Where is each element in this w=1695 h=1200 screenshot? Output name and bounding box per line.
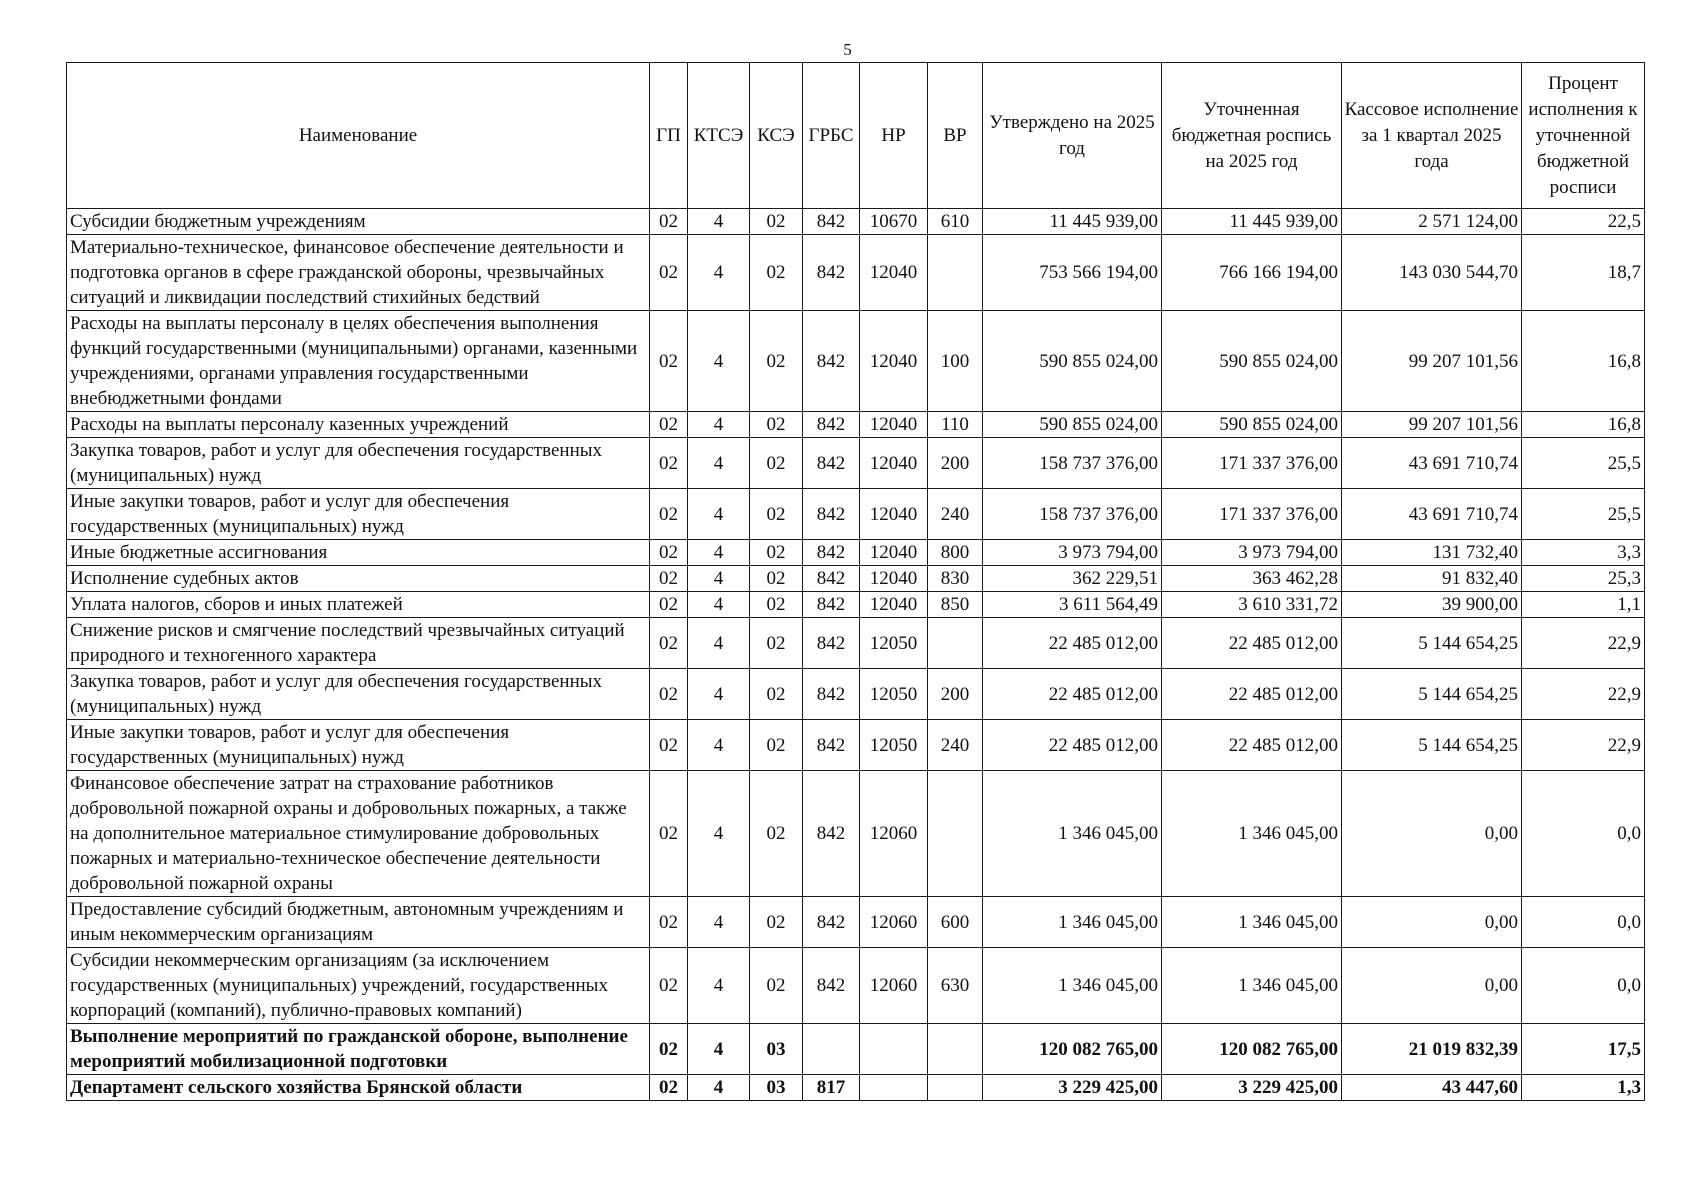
table-row — [67, 311, 1645, 412]
grbs-cell: 842 — [803, 489, 860, 540]
kse-cell: 02 — [750, 669, 803, 720]
approved-cell: 120 082 765,00 — [983, 1024, 1162, 1075]
refined-cell: 11 445 939,00 — [1162, 209, 1342, 235]
refined-cell: 22 485 012,00 — [1162, 720, 1342, 771]
table-row — [67, 618, 1645, 669]
table-row — [67, 897, 1645, 948]
cash-cell: 43 691 710,74 — [1342, 438, 1522, 489]
vr-cell: 850 — [928, 592, 983, 618]
vr-cell: 100 — [928, 311, 983, 412]
header-cash: Кассовое исполнение за 1 квартал 2025 года — [1342, 63, 1522, 209]
percent-cell: 25,3 — [1522, 566, 1645, 592]
nr-cell: 12060 — [860, 948, 928, 1024]
cash-cell: 5 144 654,25 — [1342, 669, 1522, 720]
gp-cell: 02 — [650, 948, 688, 1024]
grbs-cell: 842 — [803, 592, 860, 618]
kse-cell: 03 — [750, 1075, 803, 1101]
percent-cell: 1,1 — [1522, 592, 1645, 618]
ktse-cell: 4 — [688, 311, 750, 412]
row-name-cell: Иные закупки товаров, работ и услуг для обеспечения государственных (муниципальных) нужд — [67, 720, 650, 771]
nr-cell: 12040 — [860, 540, 928, 566]
nr-cell: 12060 — [860, 771, 928, 897]
header-percent: Процент исполнения к уточненной бюджетной росписи — [1522, 63, 1645, 209]
approved-cell: 1 346 045,00 — [983, 771, 1162, 897]
gp-cell: 02 — [650, 720, 688, 771]
row-name-cell: Расходы на выплаты персоналу в целях обеспечения выполнения функций государственными (муниципальными) органами, казенными учреждениями, органами управления государственными внебюджетными фондами — [67, 311, 650, 412]
nr-cell: 12040 — [860, 311, 928, 412]
cash-cell: 0,00 — [1342, 948, 1522, 1024]
table-row — [67, 235, 1645, 311]
row-name-cell: Субсидии бюджетным учреждениям — [67, 209, 650, 235]
refined-cell: 1 346 045,00 — [1162, 897, 1342, 948]
cash-cell: 143 030 544,70 — [1342, 235, 1522, 311]
percent-cell: 18,7 — [1522, 235, 1645, 311]
cash-cell: 2 571 124,00 — [1342, 209, 1522, 235]
percent-cell: 1,3 — [1522, 1075, 1645, 1101]
ktse-cell: 4 — [688, 618, 750, 669]
vr-cell: 610 — [928, 209, 983, 235]
kse-cell: 02 — [750, 948, 803, 1024]
grbs-cell — [803, 1024, 860, 1075]
grbs-cell: 842 — [803, 540, 860, 566]
row-name-cell: Иные бюджетные ассигнования — [67, 540, 650, 566]
cash-cell: 5 144 654,25 — [1342, 618, 1522, 669]
approved-cell: 3 973 794,00 — [983, 540, 1162, 566]
refined-cell: 590 855 024,00 — [1162, 412, 1342, 438]
table-row — [67, 1024, 1645, 1075]
approved-cell: 362 229,51 — [983, 566, 1162, 592]
grbs-cell: 842 — [803, 311, 860, 412]
percent-cell: 17,5 — [1522, 1024, 1645, 1075]
kse-cell: 02 — [750, 489, 803, 540]
gp-cell: 02 — [650, 669, 688, 720]
nr-cell: 12050 — [860, 720, 928, 771]
kse-cell: 02 — [750, 209, 803, 235]
cash-cell: 99 207 101,56 — [1342, 412, 1522, 438]
ktse-cell: 4 — [688, 438, 750, 489]
row-name-cell: Снижение рисков и смягчение последствий чрезвычайных ситуаций природного и техногенного характера — [67, 618, 650, 669]
kse-cell: 02 — [750, 897, 803, 948]
ktse-cell: 4 — [688, 566, 750, 592]
kse-cell: 02 — [750, 438, 803, 489]
percent-cell: 16,8 — [1522, 311, 1645, 412]
table-body — [67, 209, 1645, 1101]
percent-cell: 22,5 — [1522, 209, 1645, 235]
percent-cell: 22,9 — [1522, 720, 1645, 771]
gp-cell: 02 — [650, 209, 688, 235]
ktse-cell: 4 — [688, 412, 750, 438]
gp-cell: 02 — [650, 235, 688, 311]
table-header-row — [67, 63, 1645, 209]
grbs-cell: 842 — [803, 412, 860, 438]
approved-cell: 590 855 024,00 — [983, 311, 1162, 412]
refined-cell: 120 082 765,00 — [1162, 1024, 1342, 1075]
approved-cell: 753 566 194,00 — [983, 235, 1162, 311]
nr-cell: 12060 — [860, 897, 928, 948]
kse-cell: 02 — [750, 618, 803, 669]
refined-cell: 3 973 794,00 — [1162, 540, 1342, 566]
ktse-cell: 4 — [688, 720, 750, 771]
vr-cell: 240 — [928, 720, 983, 771]
nr-cell: 12040 — [860, 235, 928, 311]
cash-cell: 0,00 — [1342, 771, 1522, 897]
approved-cell: 3 229 425,00 — [983, 1075, 1162, 1101]
refined-cell: 22 485 012,00 — [1162, 669, 1342, 720]
cash-cell: 43 691 710,74 — [1342, 489, 1522, 540]
row-name-cell: Расходы на выплаты персоналу казенных учреждений — [67, 412, 650, 438]
header-vr: ВР — [928, 63, 983, 209]
refined-cell: 171 337 376,00 — [1162, 489, 1342, 540]
kse-cell: 02 — [750, 412, 803, 438]
budget-execution-table — [66, 62, 1645, 1101]
ktse-cell: 4 — [688, 592, 750, 618]
ktse-cell: 4 — [688, 540, 750, 566]
row-name-cell: Предоставление субсидий бюджетным, автономным учреждениям и иным некоммерческим организациям — [67, 897, 650, 948]
header-ktse: КТСЭ — [688, 63, 750, 209]
cash-cell: 5 144 654,25 — [1342, 720, 1522, 771]
vr-cell: 830 — [928, 566, 983, 592]
header-nr: НР — [860, 63, 928, 209]
ktse-cell: 4 — [688, 235, 750, 311]
gp-cell: 02 — [650, 771, 688, 897]
row-name-cell: Иные закупки товаров, работ и услуг для обеспечения государственных (муниципальных) нужд — [67, 489, 650, 540]
row-name-cell: Финансовое обеспечение затрат на страхование работников добровольной пожарной охраны и добровольных пожарных, а также на дополнительное материальное стимулирование добровольных пожарных и материально-техническое обеспечение деятельности добровольной пожарной охраны — [67, 771, 650, 897]
gp-cell: 02 — [650, 540, 688, 566]
page-number: 5 — [843, 40, 852, 59]
cash-cell: 43 447,60 — [1342, 1075, 1522, 1101]
cash-cell: 39 900,00 — [1342, 592, 1522, 618]
gp-cell: 02 — [650, 1075, 688, 1101]
row-name-cell: Исполнение судебных актов — [67, 566, 650, 592]
nr-cell: 12040 — [860, 592, 928, 618]
refined-cell: 766 166 194,00 — [1162, 235, 1342, 311]
header-approved: Утверждено на 2025 год — [983, 63, 1162, 209]
percent-cell: 0,0 — [1522, 897, 1645, 948]
approved-cell: 1 346 045,00 — [983, 948, 1162, 1024]
percent-cell: 25,5 — [1522, 489, 1645, 540]
gp-cell: 02 — [650, 412, 688, 438]
kse-cell: 02 — [750, 540, 803, 566]
gp-cell: 02 — [650, 1024, 688, 1075]
approved-cell: 1 346 045,00 — [983, 897, 1162, 948]
refined-cell: 171 337 376,00 — [1162, 438, 1342, 489]
refined-cell: 363 462,28 — [1162, 566, 1342, 592]
ktse-cell: 4 — [688, 669, 750, 720]
table-row — [67, 412, 1645, 438]
kse-cell: 02 — [750, 592, 803, 618]
grbs-cell: 842 — [803, 897, 860, 948]
refined-cell: 1 346 045,00 — [1162, 771, 1342, 897]
kse-cell: 02 — [750, 566, 803, 592]
kse-cell: 03 — [750, 1024, 803, 1075]
row-name-cell: Закупка товаров, работ и услуг для обеспечения государственных (муниципальных) нужд — [67, 438, 650, 489]
header-gp: ГП — [650, 63, 688, 209]
nr-cell: 12040 — [860, 566, 928, 592]
refined-cell: 1 346 045,00 — [1162, 948, 1342, 1024]
nr-cell — [860, 1075, 928, 1101]
table-row — [67, 1075, 1645, 1101]
table-row — [67, 669, 1645, 720]
vr-cell: 600 — [928, 897, 983, 948]
percent-cell: 3,3 — [1522, 540, 1645, 566]
table-row — [67, 438, 1645, 489]
table-row — [67, 209, 1645, 235]
kse-cell: 02 — [750, 235, 803, 311]
kse-cell: 02 — [750, 720, 803, 771]
grbs-cell: 842 — [803, 566, 860, 592]
vr-cell: 800 — [928, 540, 983, 566]
nr-cell: 12050 — [860, 669, 928, 720]
approved-cell: 22 485 012,00 — [983, 669, 1162, 720]
vr-cell — [928, 1075, 983, 1101]
ktse-cell: 4 — [688, 1075, 750, 1101]
row-name-cell: Закупка товаров, работ и услуг для обеспечения государственных (муниципальных) нужд — [67, 669, 650, 720]
gp-cell: 02 — [650, 592, 688, 618]
ktse-cell: 4 — [688, 897, 750, 948]
cash-cell: 91 832,40 — [1342, 566, 1522, 592]
nr-cell: 12040 — [860, 489, 928, 540]
header-refined: Уточненная бюджетная роспись на 2025 год — [1162, 63, 1342, 209]
grbs-cell: 842 — [803, 771, 860, 897]
grbs-cell: 817 — [803, 1075, 860, 1101]
grbs-cell: 842 — [803, 618, 860, 669]
gp-cell: 02 — [650, 566, 688, 592]
ktse-cell: 4 — [688, 771, 750, 897]
percent-cell: 16,8 — [1522, 412, 1645, 438]
vr-cell — [928, 1024, 983, 1075]
table-row — [67, 592, 1645, 618]
ktse-cell: 4 — [688, 489, 750, 540]
cash-cell: 0,00 — [1342, 897, 1522, 948]
table-row — [67, 566, 1645, 592]
cash-cell: 21 019 832,39 — [1342, 1024, 1522, 1075]
row-name-cell: Департамент сельского хозяйства Брянской области — [67, 1075, 650, 1101]
percent-cell: 25,5 — [1522, 438, 1645, 489]
vr-cell — [928, 771, 983, 897]
vr-cell: 630 — [928, 948, 983, 1024]
nr-cell: 12040 — [860, 412, 928, 438]
ktse-cell: 4 — [688, 948, 750, 1024]
gp-cell: 02 — [650, 897, 688, 948]
table-row — [67, 540, 1645, 566]
row-name-cell: Материально-техническое, финансовое обеспечение деятельности и подготовка органов в сфере гражданской обороны, чрезвычайных ситуаций и ликвидации последствий стихийных бедствий — [67, 235, 650, 311]
refined-cell: 3 610 331,72 — [1162, 592, 1342, 618]
vr-cell: 240 — [928, 489, 983, 540]
vr-cell: 200 — [928, 669, 983, 720]
approved-cell: 158 737 376,00 — [983, 438, 1162, 489]
grbs-cell: 842 — [803, 669, 860, 720]
table-row — [67, 948, 1645, 1024]
row-name-cell: Уплата налогов, сборов и иных платежей — [67, 592, 650, 618]
header-name: Наименование — [67, 63, 650, 209]
vr-cell — [928, 618, 983, 669]
approved-cell: 11 445 939,00 — [983, 209, 1162, 235]
grbs-cell: 842 — [803, 209, 860, 235]
table-row — [67, 720, 1645, 771]
approved-cell: 22 485 012,00 — [983, 720, 1162, 771]
nr-cell: 12040 — [860, 438, 928, 489]
grbs-cell: 842 — [803, 948, 860, 1024]
refined-cell: 3 229 425,00 — [1162, 1075, 1342, 1101]
grbs-cell: 842 — [803, 438, 860, 489]
ktse-cell: 4 — [688, 209, 750, 235]
table-row — [67, 489, 1645, 540]
gp-cell: 02 — [650, 311, 688, 412]
percent-cell: 0,0 — [1522, 771, 1645, 897]
kse-cell: 02 — [750, 771, 803, 897]
gp-cell: 02 — [650, 618, 688, 669]
nr-cell — [860, 1024, 928, 1075]
approved-cell: 590 855 024,00 — [983, 412, 1162, 438]
percent-cell: 22,9 — [1522, 618, 1645, 669]
vr-cell: 200 — [928, 438, 983, 489]
cash-cell: 99 207 101,56 — [1342, 311, 1522, 412]
percent-cell: 0,0 — [1522, 948, 1645, 1024]
vr-cell — [928, 235, 983, 311]
cash-cell: 131 732,40 — [1342, 540, 1522, 566]
header-kse: КСЭ — [750, 63, 803, 209]
approved-cell: 3 611 564,49 — [983, 592, 1162, 618]
nr-cell: 12050 — [860, 618, 928, 669]
table-row — [67, 771, 1645, 897]
row-name-cell: Субсидии некоммерческим организациям (за исключением государственных (муниципальных) учреждений, государственных корпораций (компаний), публично-правовых компаний) — [67, 948, 650, 1024]
kse-cell: 02 — [750, 311, 803, 412]
vr-cell: 110 — [928, 412, 983, 438]
ktse-cell: 4 — [688, 1024, 750, 1075]
header-grbs: ГРБС — [803, 63, 860, 209]
percent-cell: 22,9 — [1522, 669, 1645, 720]
row-name-cell: Выполнение мероприятий по гражданской обороне, выполнение мероприятий мобилизационной подготовки — [67, 1024, 650, 1075]
gp-cell: 02 — [650, 489, 688, 540]
approved-cell: 158 737 376,00 — [983, 489, 1162, 540]
grbs-cell: 842 — [803, 235, 860, 311]
nr-cell: 10670 — [860, 209, 928, 235]
grbs-cell: 842 — [803, 720, 860, 771]
gp-cell: 02 — [650, 438, 688, 489]
refined-cell: 590 855 024,00 — [1162, 311, 1342, 412]
refined-cell: 22 485 012,00 — [1162, 618, 1342, 669]
approved-cell: 22 485 012,00 — [983, 618, 1162, 669]
